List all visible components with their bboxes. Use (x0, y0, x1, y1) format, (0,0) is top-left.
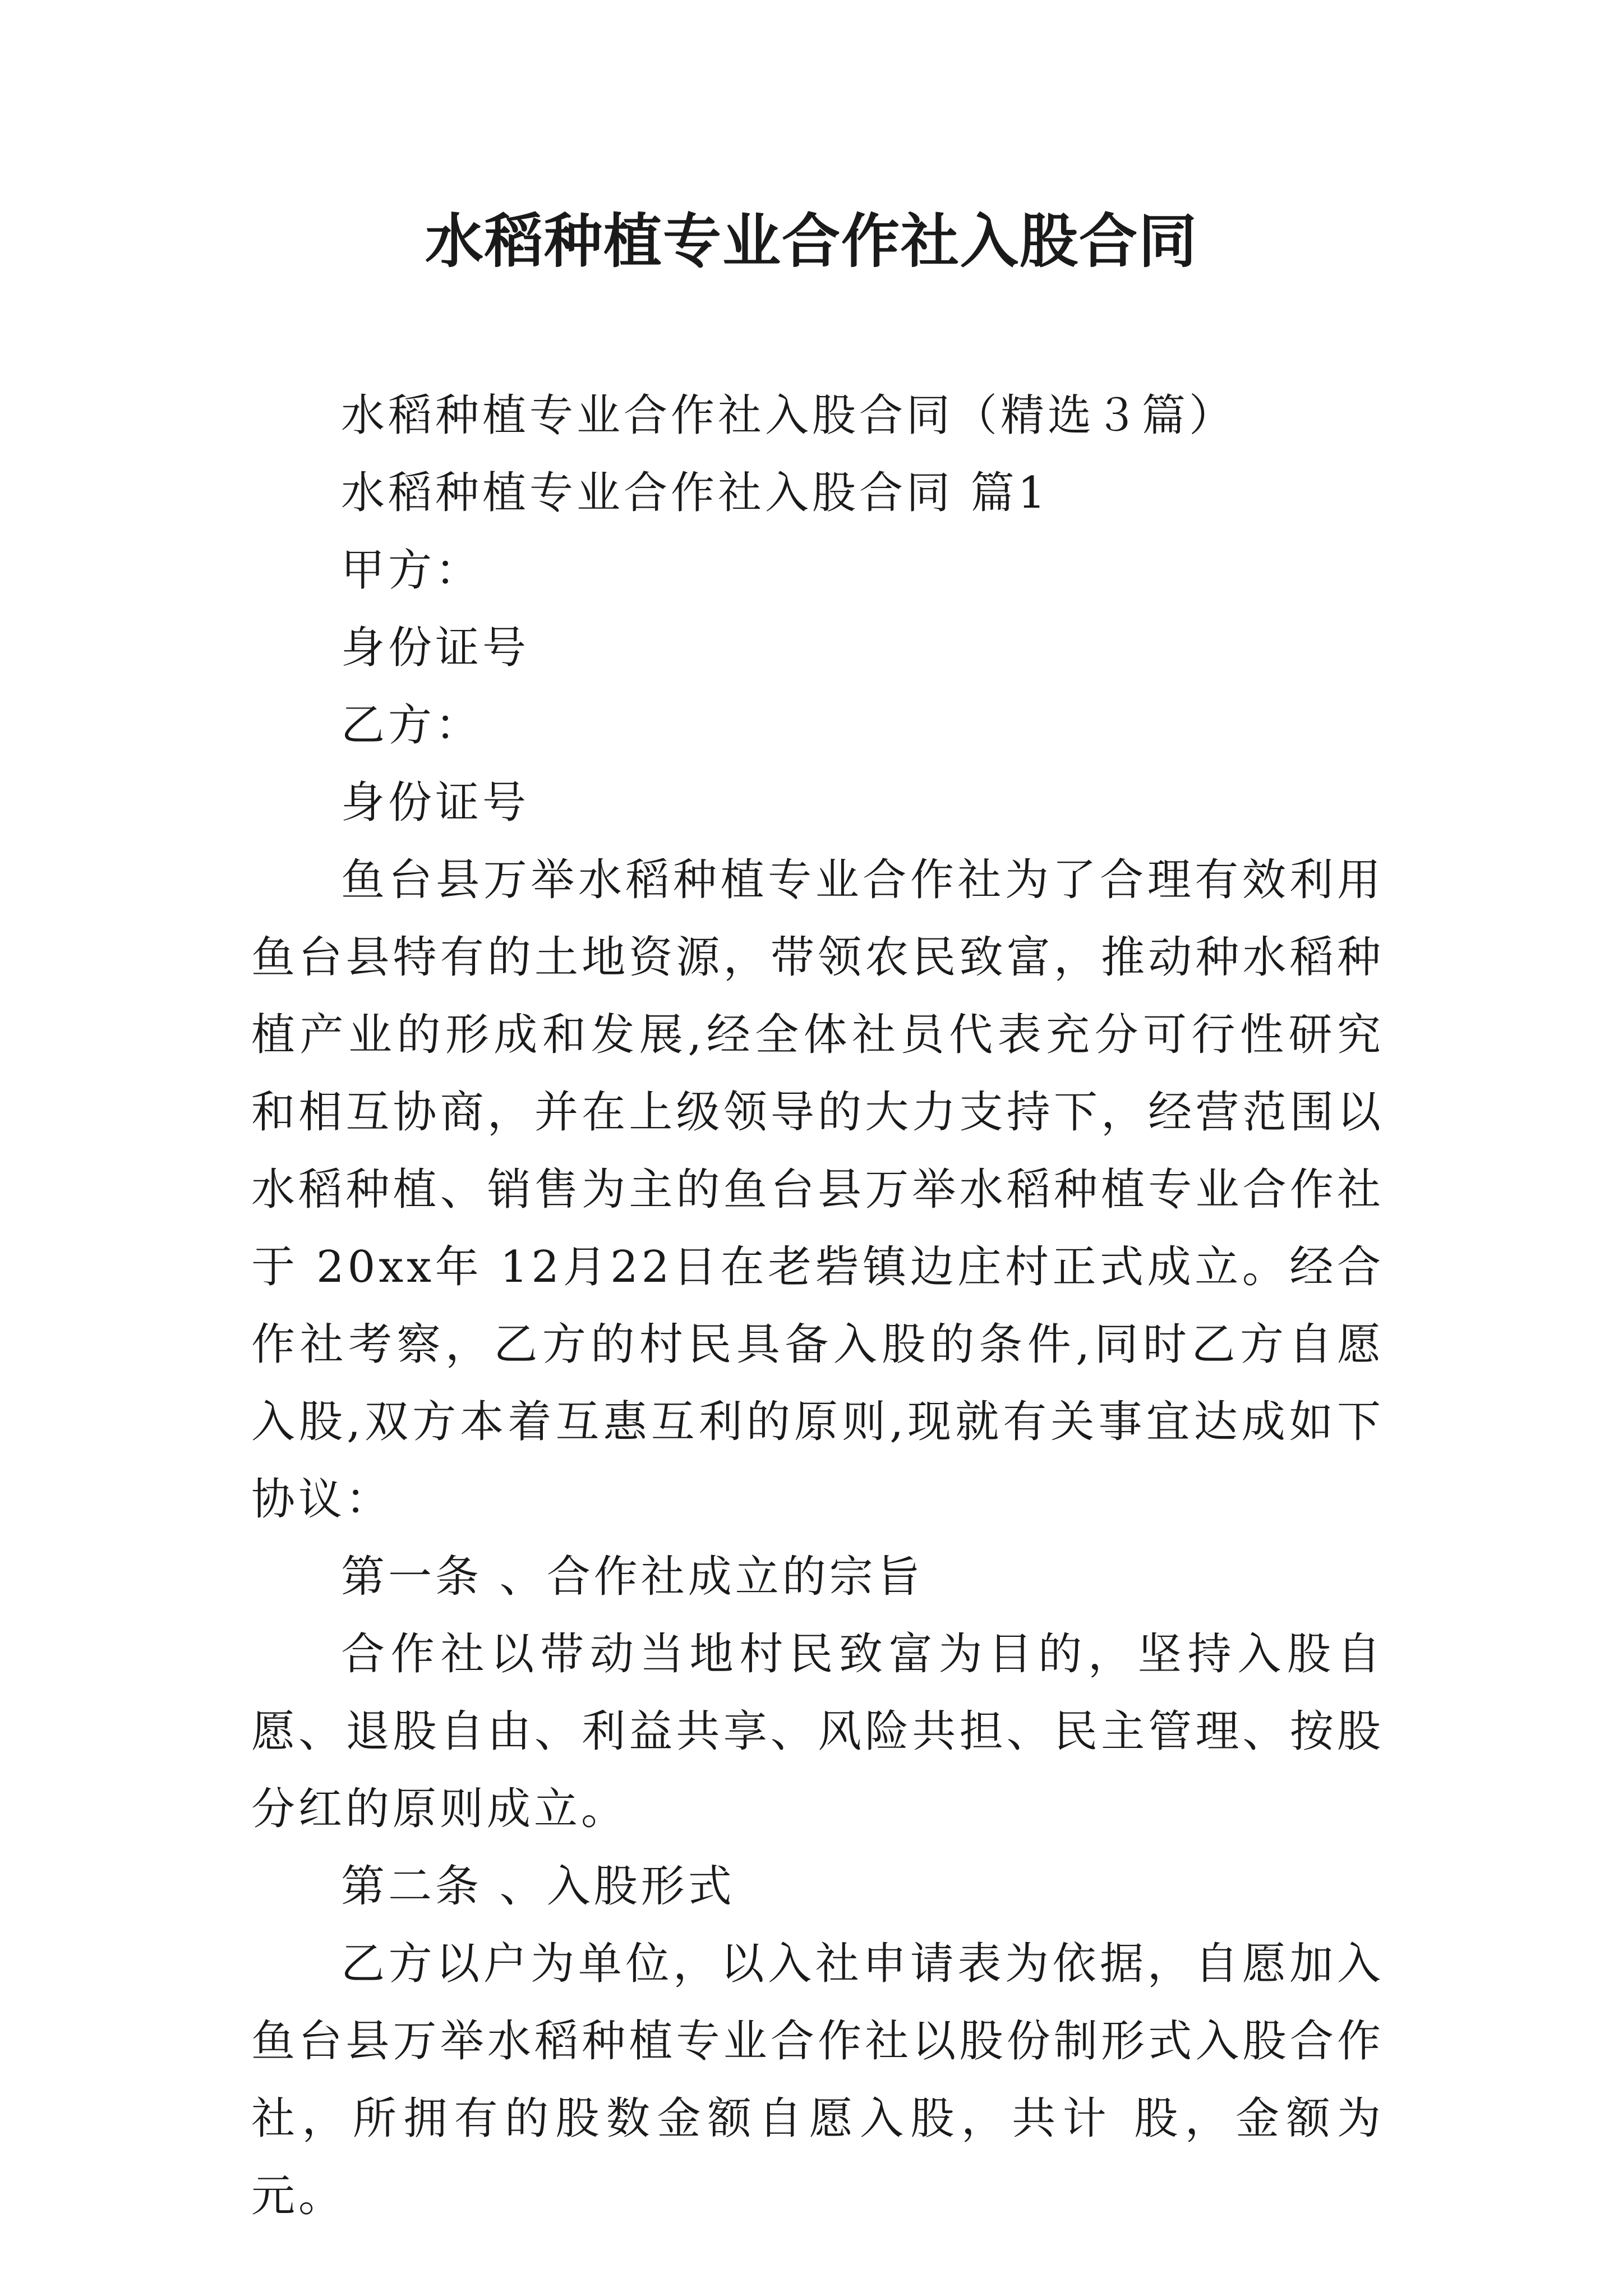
party-a-id-label: 身份证号 (341, 623, 530, 673)
article-2-body: 乙方以户为单位，以入社申请表为依据，自愿加入鱼台县万举水稻种植专业合作社以股份制形式入股合作社，所拥有的股数金额自愿入股，共计 股，金额为 元。 (251, 1939, 1384, 2221)
party-b-label: 乙方： (341, 700, 483, 751)
section-heading-part-1: 水稻种植专业合作社入股合同 篇1 (341, 468, 1049, 518)
party-a-label: 甲方： (341, 545, 483, 596)
party-b-id-label: 身份证号 (341, 777, 530, 828)
article-1-body: 合作社以带动当地村民致富为目的，坚持入股自愿、退股自由、利益共享、风险共担、民主管理、按股分红的原则成立。 (251, 1629, 1384, 1834)
article-1-heading: 第一条 、合作社成立的宗旨 (341, 1552, 924, 1602)
article-2-heading: 第二条 、入股形式 (341, 1861, 735, 1912)
intro-paragraph: 鱼台县万举水稻种植专业合作社为了合理有效利用鱼台县特有的土地资源，带领农民致富，推动种水稻种植产业的形成和发展,经全体社员代表充分可行性研究和相互协商，并在上级领导的大力支持下，经营范围以水稻种植、销售为主的鱼台县万举水稻种植专业合作社于 20xx年 12月22日在老砦镇边庄村正式成立。经合作社考察，乙方的村民具备入股的条件,同时乙方自愿入股,双方本着互惠互利的原则,现就有关事宜达成如下协议： (251, 855, 1384, 1525)
document-title: 水稻种植专业合作社入股合同 (425, 207, 1198, 275)
document-body (251, 377, 1384, 2235)
document-subtitle: 水稻种植专业合作社入股合同（精选３篇） (341, 390, 1237, 441)
